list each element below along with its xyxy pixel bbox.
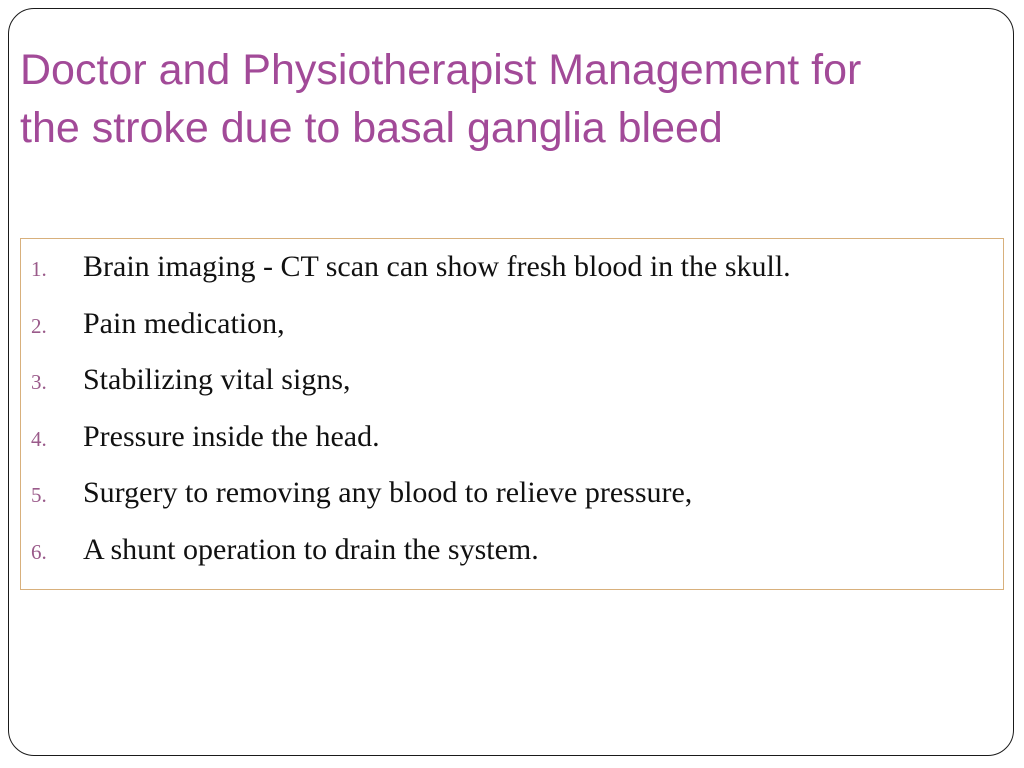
list-item — [31, 417, 993, 474]
steps-list — [31, 247, 993, 586]
list-item-text: Surgery to removing any blood to relieve pressure, — [83, 476, 693, 509]
list-item-text: A shunt operation to drain the system. — [83, 532, 539, 566]
list-item — [31, 247, 993, 304]
title-line-2: the stroke due to basal ganglia bleed — [20, 104, 723, 152]
list-item-number: 1. — [31, 257, 47, 281]
list-item-text: Stabilizing vital signs, — [83, 363, 351, 396]
slide-title — [20, 41, 1010, 157]
list-item-text: Brain imaging - CT scan can show fresh blood in the skull. — [83, 250, 791, 283]
list-item-text: Pressure inside the head. — [83, 419, 380, 453]
list-item-number: 4. — [31, 426, 47, 451]
list-item — [31, 360, 993, 417]
list-item — [31, 530, 993, 587]
title-line-1: Doctor and Physiotherapist Management for — [20, 46, 862, 94]
list-item — [31, 473, 993, 530]
content-box — [20, 238, 1004, 590]
list-item — [31, 304, 993, 361]
list-item-number: 2. — [31, 313, 47, 338]
list-item-number: 3. — [31, 370, 47, 394]
list-item-number: 6. — [31, 539, 47, 564]
list-item-text: Pain medication, — [83, 306, 285, 340]
list-item-number: 5. — [31, 483, 47, 507]
